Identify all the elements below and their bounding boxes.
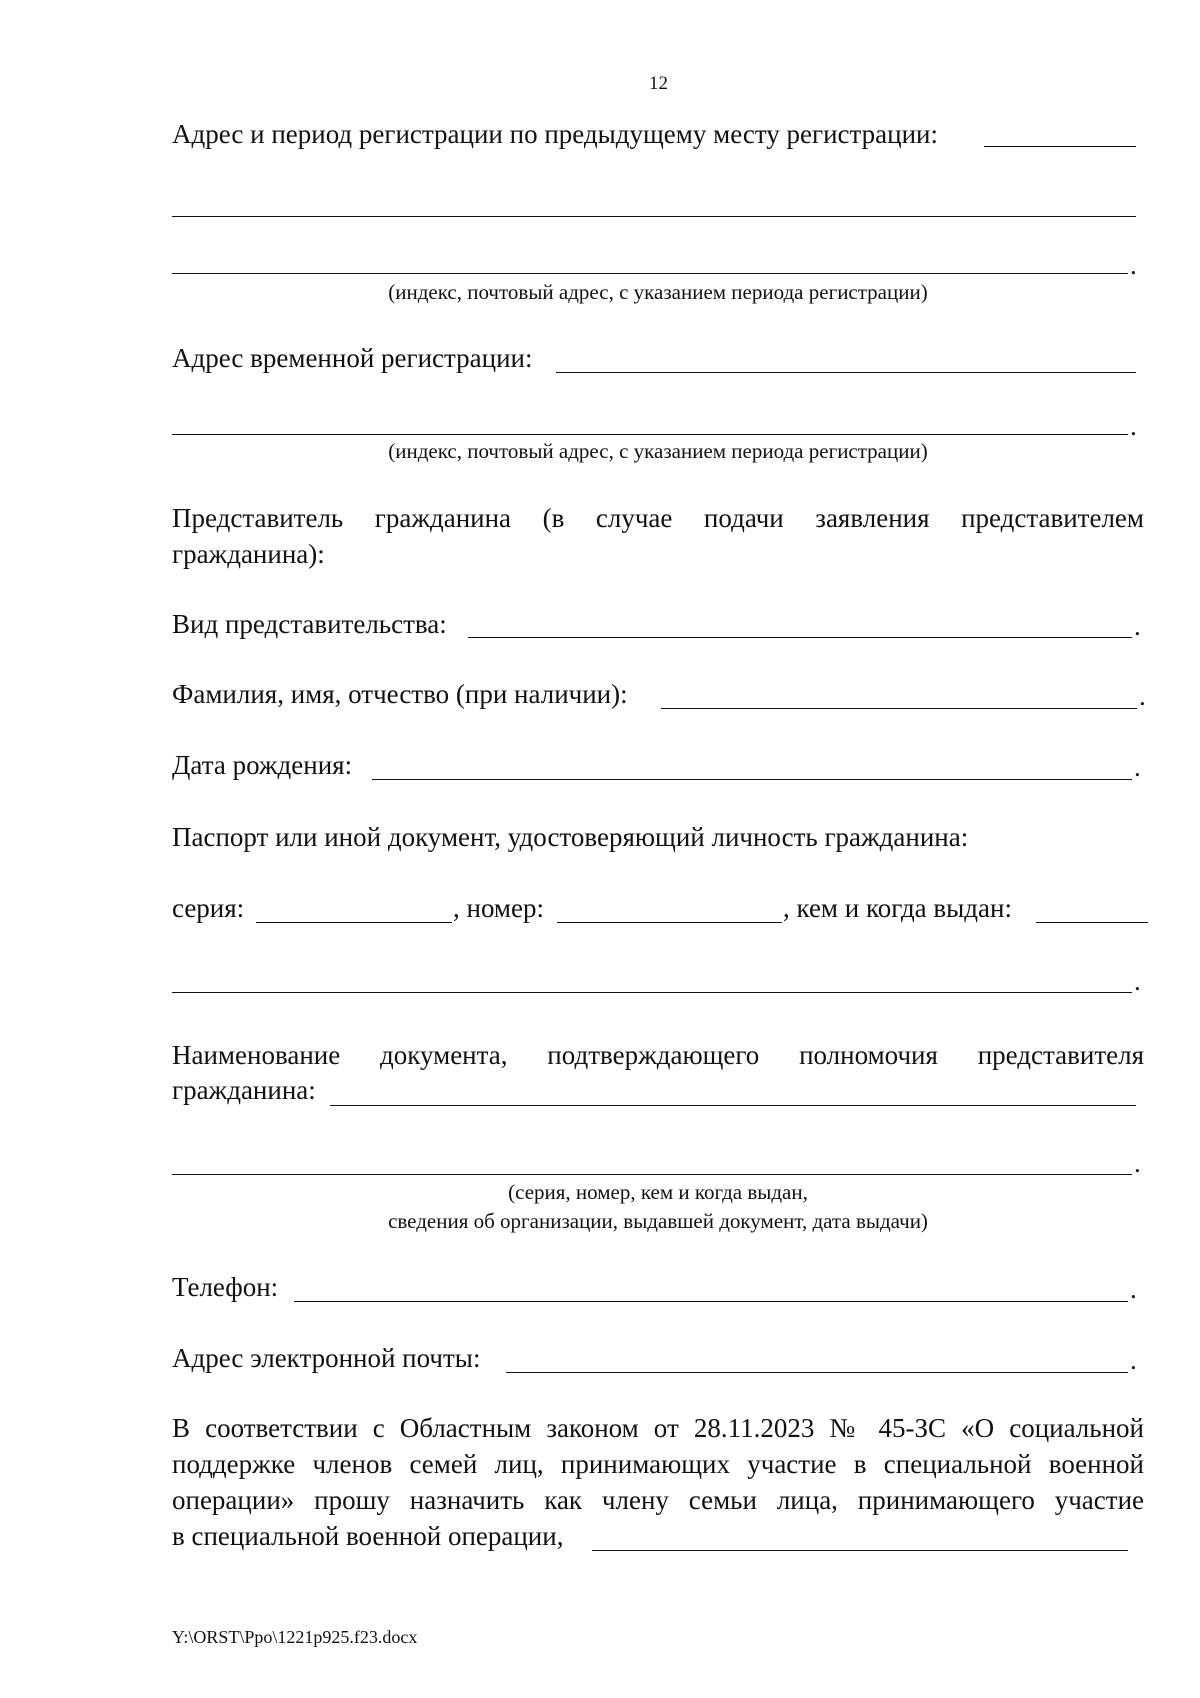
email-label: Адрес электронной почты: bbox=[172, 1343, 481, 1373]
temp-address-field-1[interactable] bbox=[556, 372, 1136, 373]
authority-doc-paragraph bbox=[172, 1037, 1144, 1073]
prev-address-field-1[interactable] bbox=[984, 146, 1136, 147]
full-name-field[interactable] bbox=[661, 708, 1137, 709]
phone-end-mark: . bbox=[1130, 1274, 1137, 1304]
representative-line-1: Представитель гражданина (в случае подачи заявления представителем bbox=[172, 503, 1144, 533]
statement-line-1: В соответствии с Областным законом от 28.11.2023 № 45-ЗС «О социальной bbox=[172, 1413, 1144, 1443]
representation-type-end-mark: . bbox=[1134, 611, 1141, 641]
phone-field[interactable] bbox=[294, 1301, 1128, 1302]
passport-issued-label: , кем и когда выдан: bbox=[783, 893, 1012, 923]
passport-end-mark: . bbox=[1134, 966, 1141, 996]
representative-line-2: гражданина): bbox=[172, 539, 325, 569]
authority-doc-end-mark: . bbox=[1134, 1148, 1141, 1178]
passport-series-field[interactable] bbox=[256, 922, 452, 923]
statement-paragraph bbox=[172, 1410, 1144, 1554]
full-name-end-mark: . bbox=[1139, 681, 1146, 711]
birth-date-label: Дата рождения: bbox=[172, 750, 353, 780]
phone-label: Телефон: bbox=[172, 1272, 279, 1302]
prev-address-end-mark: . bbox=[1130, 250, 1137, 280]
footer-file-path: Y:\ORST\Ppo\1221p925.f23.docx bbox=[172, 1627, 418, 1647]
representative-paragraph bbox=[172, 500, 1144, 572]
passport-number-label: , номер: bbox=[453, 893, 545, 923]
birth-date-end-mark: . bbox=[1134, 752, 1141, 782]
temp-address-field-2[interactable] bbox=[172, 434, 1128, 435]
passport-issued-field-1[interactable] bbox=[1036, 922, 1148, 923]
email-end-mark: . bbox=[1130, 1345, 1137, 1375]
authority-doc-line-1: Наименование документа, подтверждающего полномочия представителя bbox=[172, 1040, 1144, 1070]
birth-date-field[interactable] bbox=[372, 779, 1132, 780]
authority-doc-field-1[interactable] bbox=[330, 1105, 1136, 1106]
statement-line-3: операции» прошу назначить как члену семьи лица, принимающего участие bbox=[172, 1485, 1144, 1515]
authority-doc-caption-1: (серия, номер, кем и когда выдан, bbox=[508, 1180, 808, 1204]
temp-address-label: Адрес временной регистрации: bbox=[172, 343, 533, 373]
passport-issued-field-2[interactable] bbox=[172, 992, 1132, 993]
passport-heading: Паспорт или иной документ, удостоверяющий личность гражданина: bbox=[172, 822, 969, 852]
statement-line-2: поддержке членов семей лиц, принимающих участие в специальной военной bbox=[172, 1449, 1144, 1479]
authority-doc-field-2[interactable] bbox=[172, 1174, 1132, 1175]
temp-address-end-mark: . bbox=[1130, 411, 1137, 441]
prev-address-field-2[interactable] bbox=[172, 216, 1136, 217]
prev-address-field-3[interactable] bbox=[172, 273, 1128, 274]
prev-address-caption: (индекс, почтовый адрес, с указанием периода регистрации) bbox=[388, 280, 928, 304]
passport-series-label: серия: bbox=[172, 893, 245, 923]
full-name-label: Фамилия, имя, отчество (при наличии): bbox=[172, 679, 628, 709]
page-number: 12 bbox=[649, 73, 668, 94]
representation-type-label: Вид представительства: bbox=[172, 609, 447, 639]
email-field[interactable] bbox=[506, 1372, 1128, 1373]
representation-type-field[interactable] bbox=[468, 637, 1132, 638]
prev-address-label: Адрес и период регистрации по предыдущему месту регистрации: bbox=[172, 119, 938, 149]
statement-field[interactable] bbox=[592, 1550, 1128, 1551]
temp-address-caption: (индекс, почтовый адрес, с указанием периода регистрации) bbox=[388, 439, 928, 463]
authority-doc-caption-2: сведения об организации, выдавшей документ, дата выдачи) bbox=[388, 1209, 928, 1233]
authority-doc-label: гражданина: bbox=[172, 1075, 316, 1105]
passport-number-field[interactable] bbox=[557, 922, 782, 923]
statement-line-4: в специальной военной операции, bbox=[172, 1521, 564, 1551]
